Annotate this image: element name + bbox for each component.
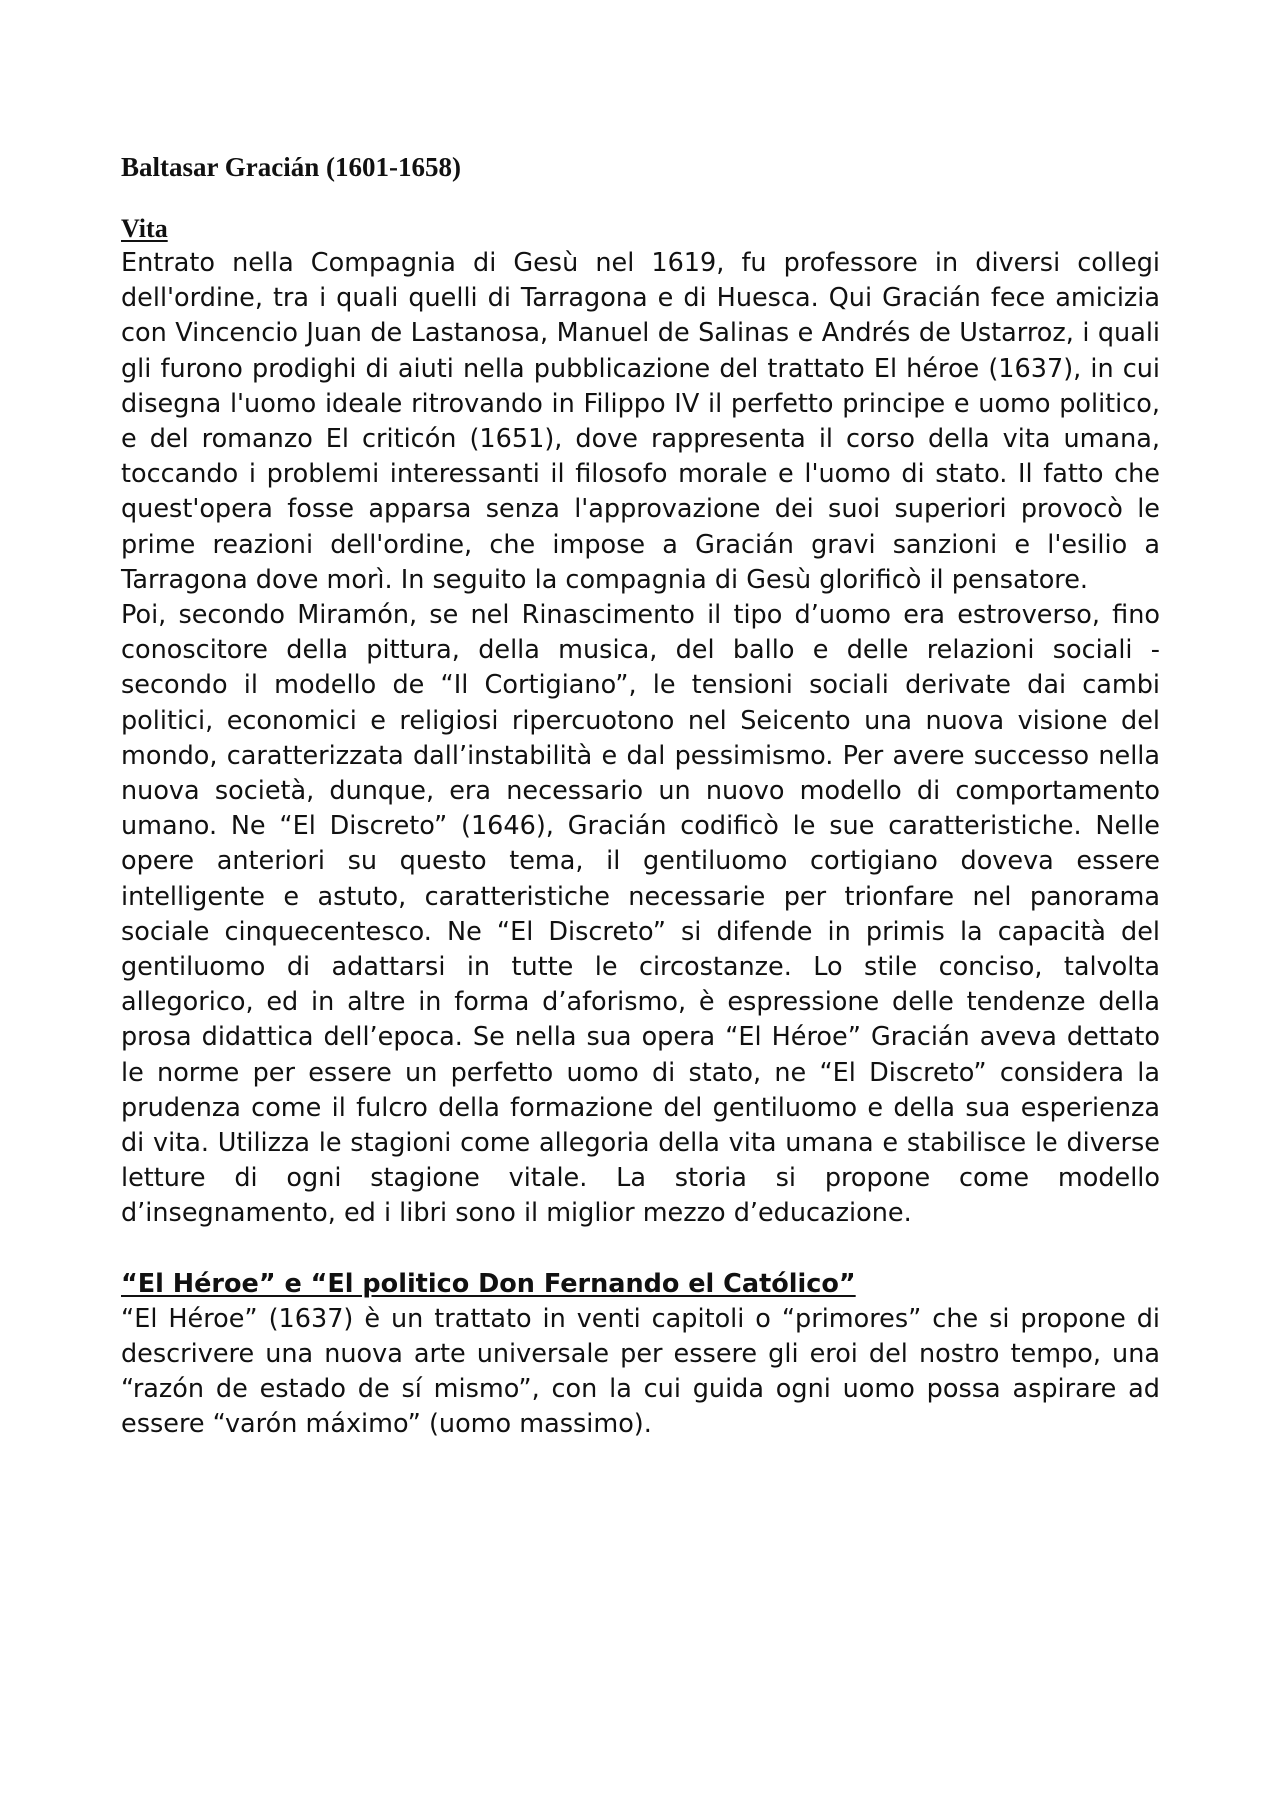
paragraph-miramon-discreto: Poi, secondo Miramón, se nel Rinascimento il tipo d’uomo era estroverso, fino conoscitore della pittura, della musica, del ballo e delle relazioni sociali - secondo il modello de “Il Cortigiano”, le tensioni sociali derivate dai cambi politici, economici e religiosi ripercuotono nel Seicento una nuova visione del mondo, caratterizzata dall’instabilità e dal pessimismo. Per avere successo nella nuova società, dunque, era necessario un nuovo modello di comportamento umano. Ne “El Discreto” (1646), Gracián codificò le sue caratteristiche. Nelle opere anteriori su questo tema, il gentiluomo cortigiano doveva essere intelligente e astuto, caratteristiche necessarie per trionfare nel panorama sociale cinquecentesco. Ne “El Discreto” si difende in primis la capacità del gentiluomo di adattarsi in tutte le circostanze. Lo stile conciso, talvolta allegorico, ed in altre in forma d’aforismo, è espressione delle tendenze della prosa didattica dell’epoca. Se nella sua opera “El Héroe” Gracián aveva dettato le norme per essere un perfetto uomo di stato, ne “El Discreto” considera la prudenza come il fulcro della formazione del gentiluomo e della sua esperienza di vita. Utilizza le stagioni come allegoria della vita umana e stabilisce le diverse letture di ogni stagione vitale. La storia si propone come modello d’insegnamento, ed i libri sono il miglior mezzo d’educazione.	[121, 600, 1160, 1229]
paragraph-vita-biography: Entrato nella Compagnia di Gesù nel 1619, fu professore in diversi collegi dell'ordine, tra i quali quelli di Tarragona e di Huesca. Qui Gracián fece amicizia con Vincencio Juan de Lastanosa, Manuel de Salinas e Andrés de Ustarroz, i quali gli furono prodighi di aiuti nella pubblicazione del trattato El héroe (1637), in cui disegna l'uomo ideale ritrovando in Filippo IV il perfetto principe e uomo politico, e del romanzo El criticón (1651), dove rappresenta il corso della vita umana, toccando i problemi interessanti il filosofo morale e l'uomo di stato. Il fatto che quest'opera fosse apparsa senza l'approvazione dei suoi superiori provocò le prime reazioni dell'ordine, che impose a Gracián gravi sanzioni e l'esilio a Tarragona dove morì. In seguito la compagnia di Gesù glorificò il pensatore.	[121, 248, 1160, 595]
paragraph-el-heroe: “El Héroe” (1637) è un trattato in venti capitoli o “primores” che si propone di descrivere una nuova arte universale per essere gli eroi del nostro tempo, una “razón de estado de sí mismo”, con la cui guida ogni uomo possa aspirare ad essere “varón máximo” (uomo massimo).	[121, 1303, 1160, 1440]
section-heading-el-heroe: “El Héroe” e “El politico Don Fernando el Católico”	[121, 1268, 856, 1299]
document-body	[121, 148, 1160, 1443]
section-spacer	[121, 1232, 1160, 1267]
document-title: Baltasar Gracián (1601-1658)	[121, 152, 461, 182]
section-heading-vita: Vita	[121, 214, 168, 243]
